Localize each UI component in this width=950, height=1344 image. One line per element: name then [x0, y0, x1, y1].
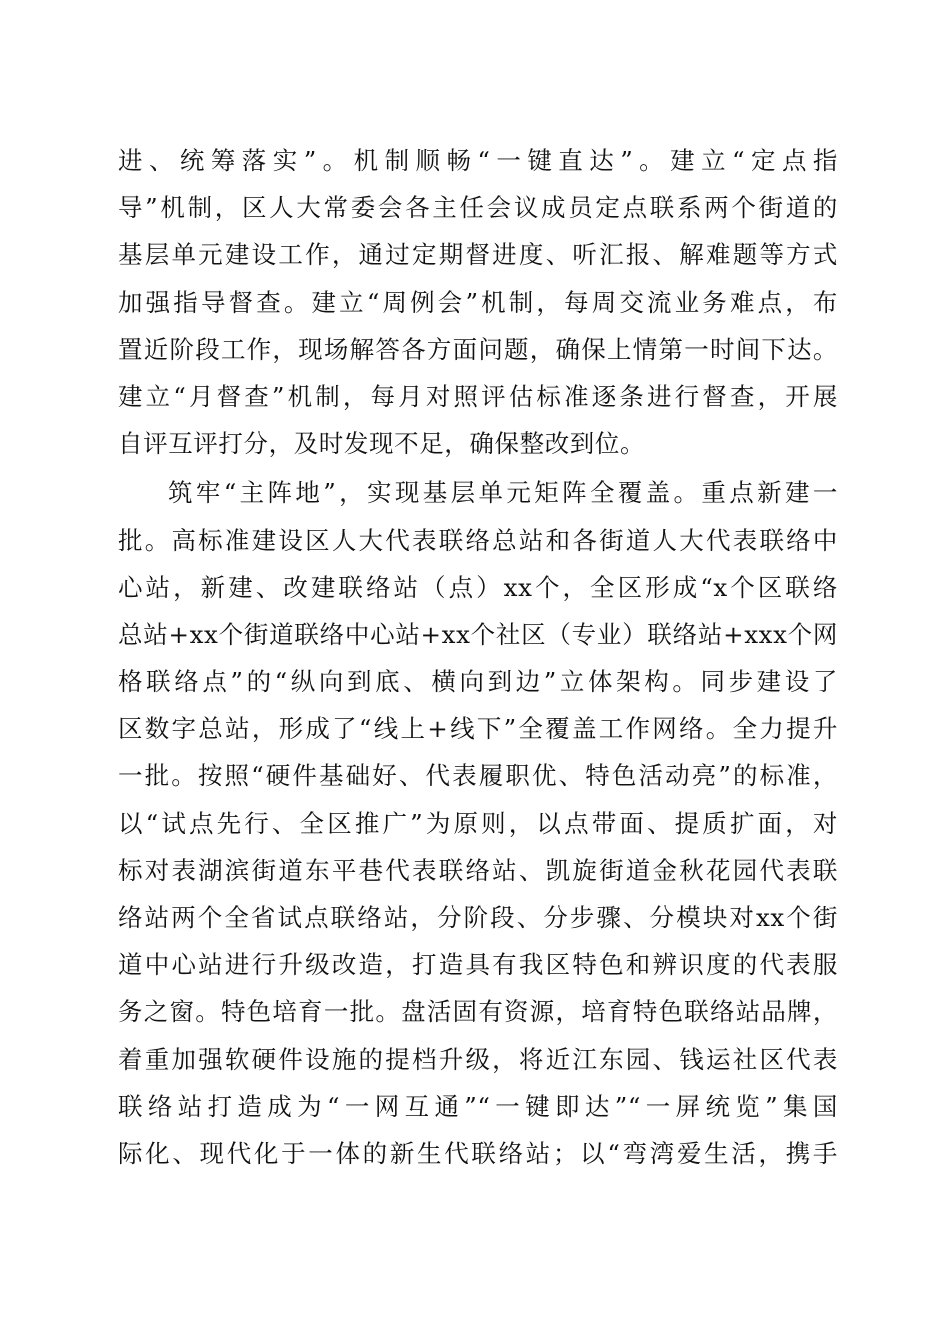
text-line: 联络站打造成为“一网互通”“一键即达”“一屏统览”集国	[118, 1091, 838, 1121]
text-line: 导”机制，区人大常委会各主任会议成员定点联系两个街道的	[118, 193, 838, 223]
text-line: 络站两个全省试点联络站，分阶段、分步骤、分模块对xx个街	[118, 903, 838, 932]
text-line: 加强指导督查。建立“周例会”机制，每周交流业务难点，布	[118, 287, 838, 317]
text-line: 建立“月督查”机制，每月对照评估标准逐条进行督查，开展	[118, 381, 838, 411]
text-line: 道中心站进行升级改造，打造具有我区特色和辨识度的代表服	[118, 950, 838, 980]
text-line: 置近阶段工作，现场解答各方面问题，确保上情第一时间下达。	[118, 334, 838, 364]
text-line: 总站+xx个街道联络中心站+xx个社区（专业）联络站+xxx个网	[118, 619, 838, 649]
paragraph-main-position	[118, 469, 838, 1177]
document-body	[118, 137, 838, 1177]
text-line: 标对表湖滨街道东平巷代表联络站、凯旋街道金秋花园代表联	[118, 855, 838, 885]
text-line: 一批。按照“硬件基础好、代表履职优、特色活动亮”的标准，	[118, 761, 838, 791]
text-line: 区数字总站，形成了“线上+线下”全覆盖工作网络。全力提升	[118, 714, 838, 744]
text-line: 进、统筹落实”。机制顺畅“一键直达”。建立“定点指	[118, 146, 838, 175]
text-line: 以“试点先行、全区推广”为原则，以点带面、提质扩面，对	[118, 808, 838, 838]
text-line: 批。高标准建设区人大代表联络总站和各街道人大代表联络中	[118, 525, 838, 555]
text-line: 着重加强软硬件设施的提档升级，将近江东园、钱运社区代表	[118, 1044, 838, 1074]
paragraph-mechanism	[118, 137, 838, 467]
text-line: 格联络点”的“纵向到底、横向到边”立体架构。同步建设了	[118, 667, 838, 697]
text-line: 基层单元建设工作，通过定期督进度、听汇报、解难题等方式	[118, 240, 838, 270]
text-line: 际化、现代化于一体的新生代联络站；以“弯湾爱生活，携手	[118, 1138, 838, 1168]
text-line: 筑牢“主阵地”，实现基层单元矩阵全覆盖。重点新建一	[168, 478, 838, 508]
text-line: 心站，新建、改建联络站（点）xx个，全区形成“x个区联络	[118, 572, 838, 602]
text-line: 自评互评打分，及时发现不足，确保整改到位。	[118, 429, 646, 459]
text-line: 务之窗。特色培育一批。盘活固有资源，培育特色联络站品牌，	[118, 997, 838, 1027]
